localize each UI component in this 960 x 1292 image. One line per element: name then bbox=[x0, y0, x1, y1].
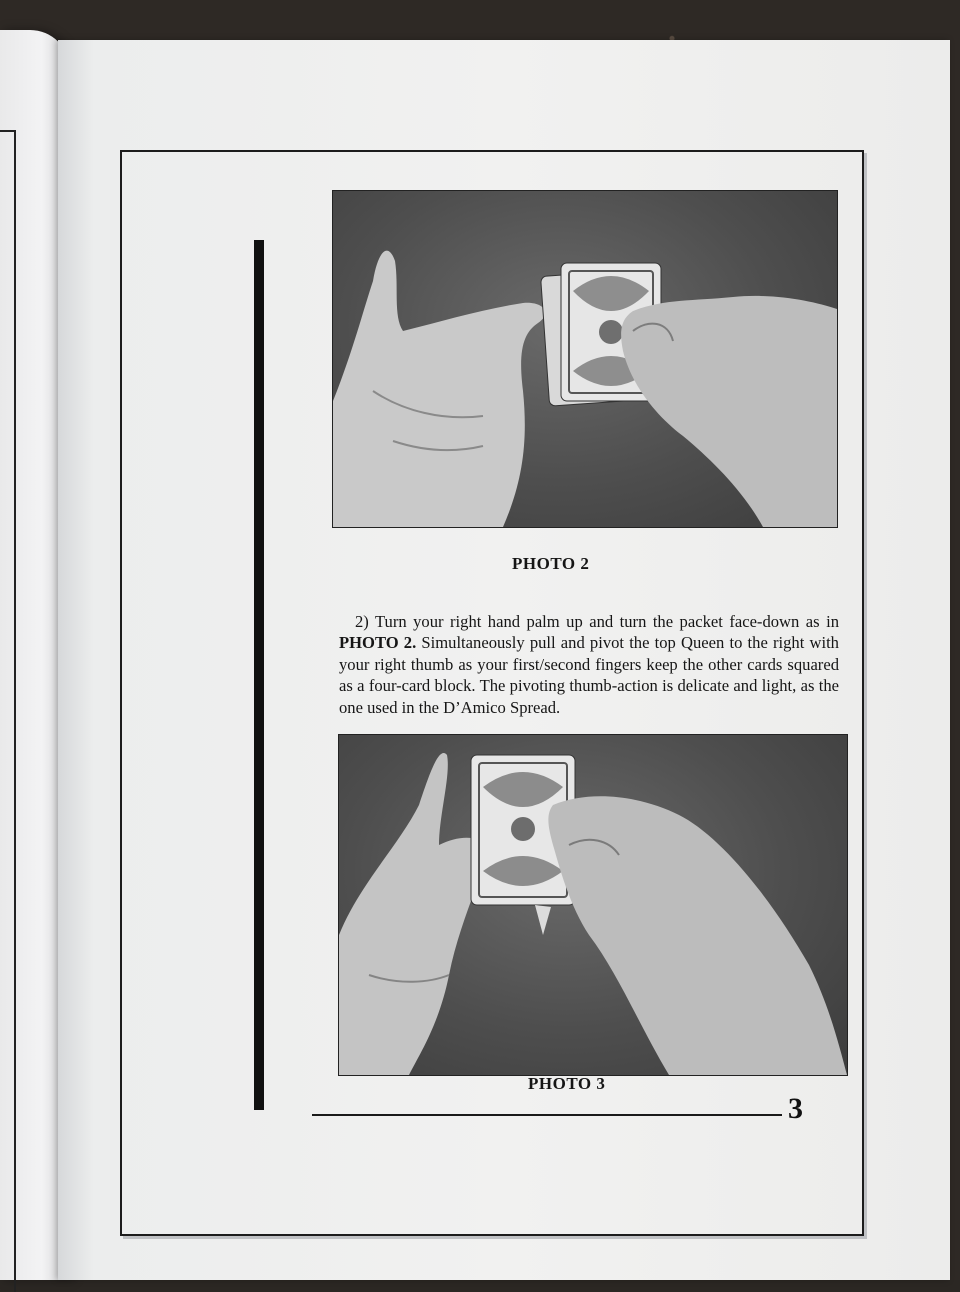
photo-3-illustration bbox=[339, 735, 847, 1075]
previous-page-border bbox=[0, 130, 16, 1292]
paragraph-text-part-2: Simultaneously pull and pivot the top Queen to the right with your right thumb as your first/second fingers keep the other cards squared as a four-card block. The pivoting thumb-action is delicate and light, as the one used in the D’Amico Spread. bbox=[339, 633, 839, 717]
footer-rule bbox=[312, 1114, 782, 1116]
instruction-paragraph bbox=[339, 611, 839, 719]
photo-reference: PHOTO 2. bbox=[339, 633, 417, 653]
page-number: 3 bbox=[788, 1092, 803, 1125]
photo-3-image bbox=[338, 734, 848, 1076]
photo-2-caption: PHOTO 2 bbox=[512, 554, 590, 573]
paragraph-text-part-1: Turn your right hand palm up and turn the packet face-down as in bbox=[375, 611, 839, 631]
photo-3-caption: PHOTO 3 bbox=[528, 1074, 606, 1093]
book-page bbox=[58, 40, 950, 1280]
step-number: 2) bbox=[355, 611, 369, 631]
photo-2-illustration bbox=[333, 191, 837, 527]
photo-2-image bbox=[332, 190, 838, 528]
vertical-rule bbox=[254, 240, 264, 1110]
